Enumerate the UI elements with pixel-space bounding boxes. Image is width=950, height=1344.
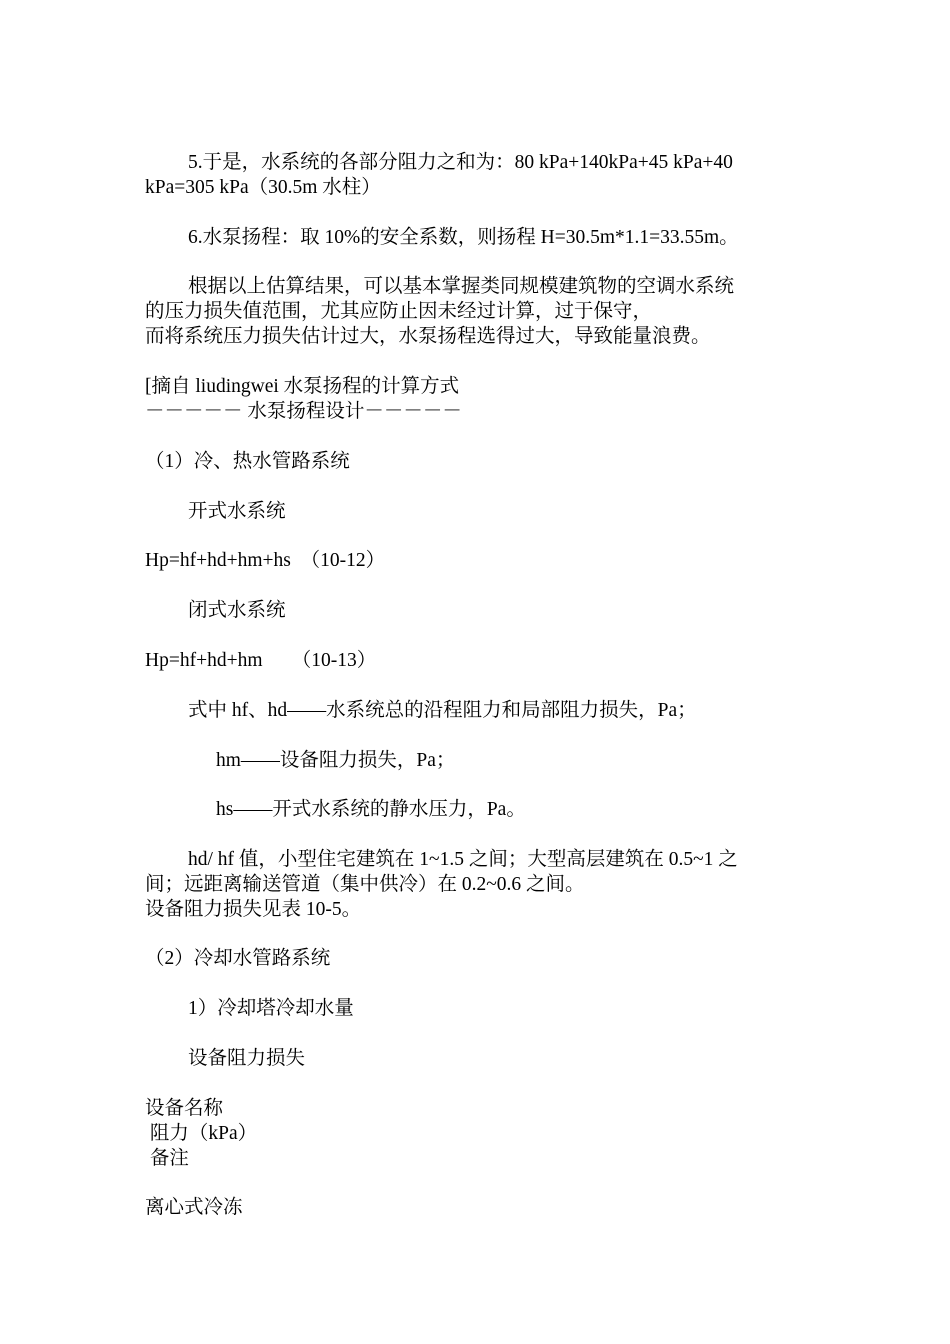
definition-hf-hd: 式中 hf、hd——水系统总的沿程阻力和局部阻力损失，Pa； [188,700,697,721]
table-header-resistance: 阻力（kPa） [145,1123,258,1144]
equipment-loss-title: 设备阻力损失 [188,1048,306,1069]
para5-line1: 5.于是，水系统的各部分阻力之和为：80 kPa+140kPa+45 kPa+40 [188,152,733,173]
ratio-line1: hd/ hf 值，小型住宅建筑在 1~1.5 之间；大型高层建筑在 0.5~1 之 [188,849,738,870]
cooling-tower-item: 1）冷却塔冷却水量 [188,998,354,1019]
heading-cooling-water: （2）冷却水管路系统 [145,948,331,969]
ratio-line2: 间；远距离输送管道（集中供冷）在 0.2~0.6 之间。 [145,874,585,895]
definition-hm: hm——设备阻力损失，Pa； [216,750,456,771]
summary-line1: 根据以上估算结果，可以基本掌握类同规模建筑物的空调水系统 [188,276,735,297]
open-system-label: 开式水系统 [188,501,286,522]
summary-line3: 而将系统压力损失估计过大，水泵扬程选得过大，导致能量浪费。 [145,326,711,347]
summary-line2: 的压力损失值范围，尤其应防止因未经过计算，过于保守， [145,301,653,322]
ratio-line3: 设备阻力损失见表 10-5。 [145,899,362,920]
para6: 6.水泵扬程：取 10%的安全系数，则扬程 H=30.5m*1.1=33.55m。 [188,227,739,248]
table-header-note: 备注 [145,1148,189,1169]
heading-cold-hot-water: （1）冷、热水管路系统 [145,451,350,472]
para5-line2: kPa=305 kPa（30.5m 水柱） [145,177,381,198]
table-row-centrifugal: 离心式冷冻 [145,1197,243,1218]
section-divider: －－－－－ 水泵扬程设计－－－－－ [145,401,462,422]
formula-open-system: Hp=hf+hd+hm+hs （10-12） [145,550,386,571]
closed-system-label: 闭式水系统 [188,600,286,621]
definition-hs: hs——开式水系统的静水压力，Pa。 [216,799,526,820]
table-header-name: 设备名称 [145,1098,224,1119]
formula-closed-system: Hp=hf+hd+hm （10-13） [145,650,377,671]
source-line: [摘自 liudingwei 水泵扬程的计算方式 [145,376,460,397]
